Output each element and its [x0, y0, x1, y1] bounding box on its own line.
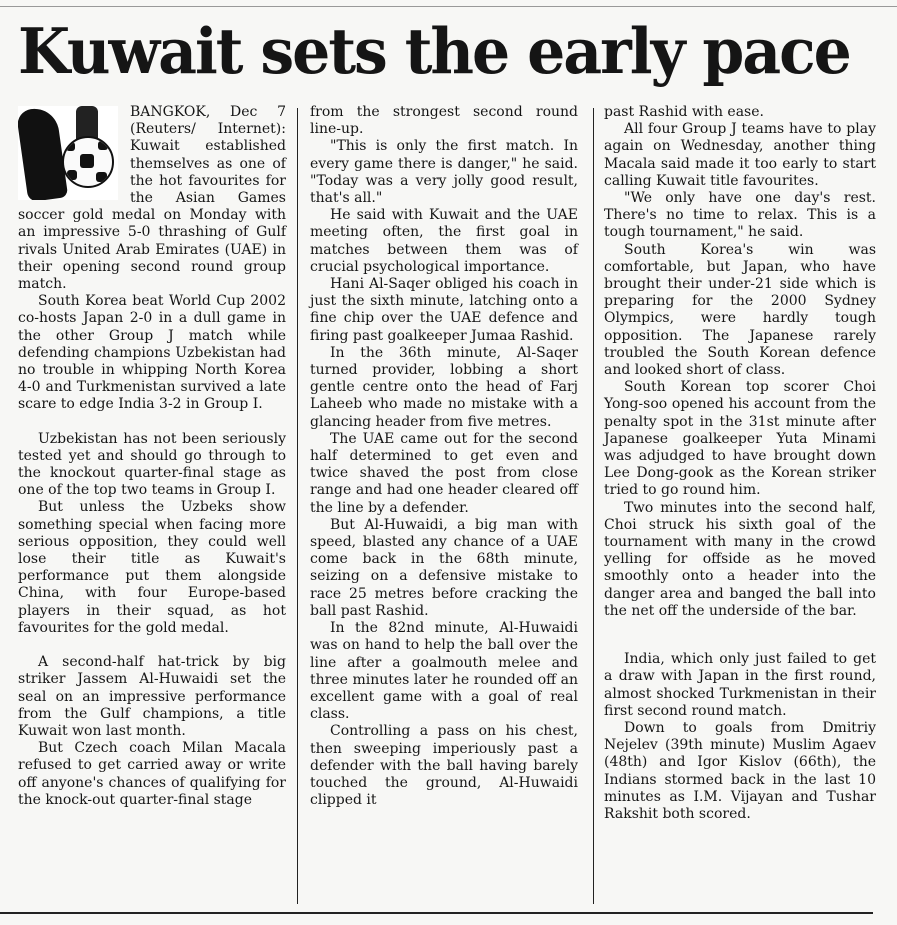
- headline: Kuwait sets the early pace: [18, 15, 850, 89]
- paragraph: from the strongest second round line-up.: [310, 104, 578, 138]
- paragraph: South Korea's win was comfortable, but Japan, who have brought their under-21 side which is preparing for the 2000 Sydney Olympics, were hardly tough opposition. The Japanese rarely troubled the South Korean defence and looked short of class.: [604, 241, 876, 379]
- paragraph: South Korea beat World Cup 2002 co-hosts Japan 2-0 in a dull game in the other Group J match while defending champions Uzbekistan had no trouble in whipping North Korea 4-0 and Turkmenistan survived a late scare to edge India 3-2 in Group I.: [18, 293, 286, 413]
- paragraph: Down to goals from Dmitriy Nejelev (39th minute) Muslim Agaev (48th) and Igor Kislov (66th), the Indians stormed back in the last 10 minutes as I.M. Vijayan and Tushar Rakshit both scored.: [604, 719, 876, 822]
- paragraph: past Rashid with ease.: [604, 104, 764, 120]
- column-rule-1: [297, 108, 298, 904]
- paragraph: Hani Al-Saqer obliged his coach in just the sixth minute, latching onto a fine chip over the UAE defence and firing past goalkeeper Jumaa Rashid.: [310, 276, 578, 344]
- paragraph: A second-half hat-trick by big striker Jassem Al-Huwaidi set the seal on an impressive performance from the Gulf champions, a title Kuwait won last month.: [18, 654, 286, 739]
- paragraph: In the 82nd minute, Al-Huwaidi was on hand to help the ball over the line after a goalmouth melee and three minutes later he rounded off an excellent game with a goal of real class.: [310, 620, 578, 723]
- soccer-ball-icon: [62, 136, 114, 188]
- paragraph: India, which only just failed to get a draw with Japan in the first round, almost shocked Turkmenistan in their first second round match.: [604, 651, 876, 719]
- paragraph: The UAE came out for the second half determined to get even and twice shaved the post from close range and had one header cleared off the line by a defender.: [310, 430, 578, 516]
- article-column-2: [310, 104, 578, 809]
- paragraph: In the 36th minute, Al-Saqer turned provider, lobbing a short gentle centre onto the head of Farj Laheeb who made no mistake with a glancing header from five metres.: [310, 344, 578, 430]
- paragraph: Two minutes into the second half, Choi struck his sixth goal of the tournament with many in the crowd yelling for offside as he moved smoothly onto a header into the danger area and banged the ball into the net off the underside of the bar.: [604, 499, 876, 619]
- paragraph: BANGKOK, Dec 7 (Reuters/ Internet): Kuwait established themselves as one of the hot favourites for the Asian Games soccer gold medal on Monday with an impressive 5-0 thrashing of Gulf rivals United Arab Emirates (UAE) in their opening second round group match.: [18, 104, 286, 293]
- paragraph: All four Group J teams have to play again on Wednesday, another thing Macala said made it too early to start calling Kuwait title favourites.: [604, 121, 876, 189]
- top-rule: [0, 0, 897, 7]
- column-rule-2: [593, 108, 594, 904]
- article-column-3: [604, 104, 876, 823]
- paragraph: South Korean top scorer Choi Yong-soo opened his account from the penalty spot in the 31st minute after Japanese goalkeeper Yuta Minami was adjudged to have brought down Lee Dong-gook as the Korean striker tried to go round him.: [604, 379, 876, 499]
- paragraph: But Al-Huwaidi, a big man with speed, blasted any chance of a UAE come back in the 68th minute, seizing on a defensive mistake to race 25 metres before cracking the ball past Rashid.: [310, 516, 578, 619]
- paragraph: "This is only the first match. In every game there is danger," he said. "Today was a very jolly good result, that's all.": [310, 138, 578, 207]
- paragraph: "We only have one day's rest. There's no time to relax. This is a tough tournament," he said.: [604, 190, 876, 241]
- paragraph: Controlling a pass on his chest, then sweeping imperiously past a defender with the ball having barely touched the ground, Al-Huwaidi clipped it: [310, 723, 578, 809]
- soccer-ball-photo: [18, 106, 118, 200]
- paragraph: But unless the Uzbeks show something special when facing more serious opposition, they could well lose their title as Kuwait's performance put them alongside China, with four Europe-based players in their squad, as hot favourites for the gold medal.: [18, 499, 286, 636]
- paragraph: He said with Kuwait and the UAE meeting often, the first goal in matches between them was of crucial psychological importance.: [310, 207, 578, 275]
- paragraph: But Czech coach Milan Macala refused to get carried away or write off anyone's chances of qualifying for the knock-out quarter-final stage: [18, 740, 286, 808]
- boot-icon: [18, 106, 68, 200]
- paragraph: Uzbekistan has not been seriously tested yet and should go through to the knockout quarter-final stage as one of the top two teams in Group I.: [18, 430, 286, 499]
- bottom-rule: [0, 912, 873, 914]
- article-column-1: [18, 104, 286, 809]
